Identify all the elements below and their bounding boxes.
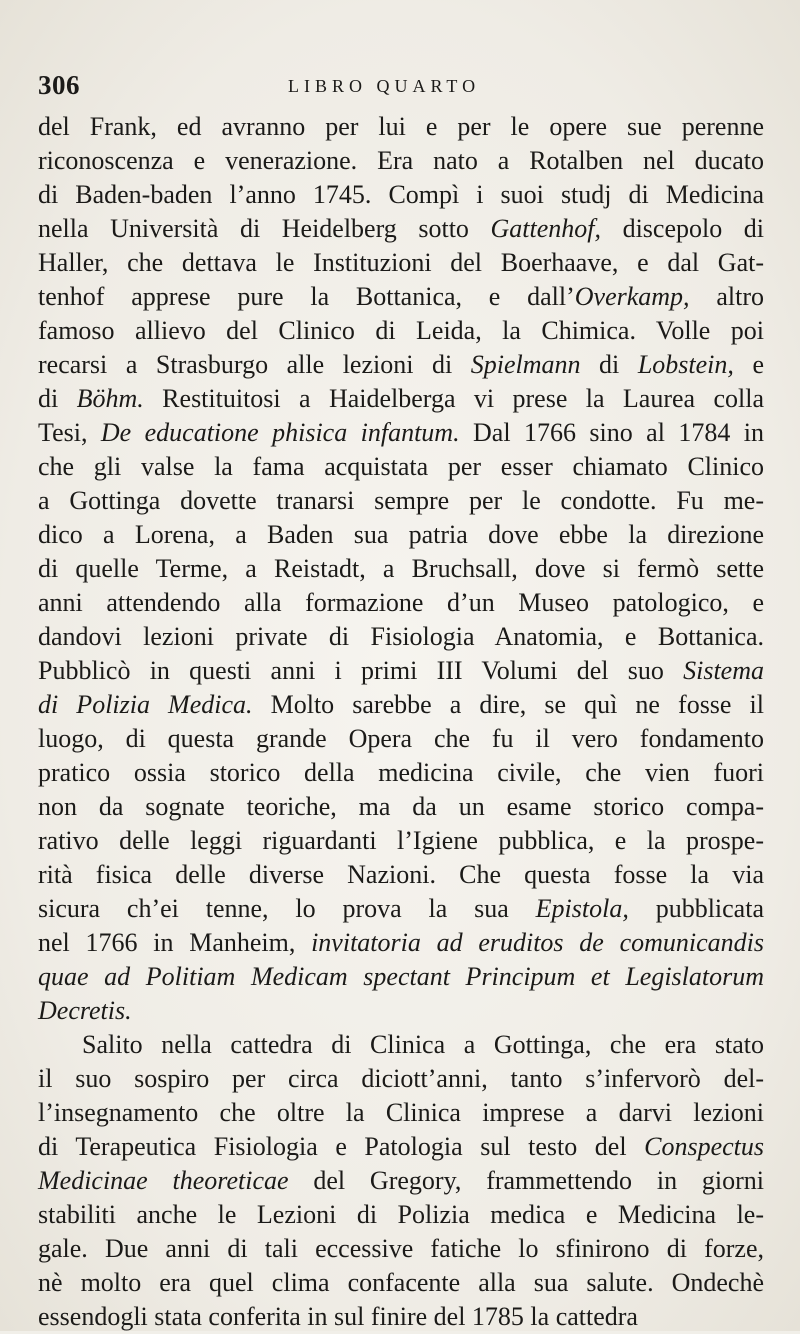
text-span: Dal 1766 sino al 1784 in: [459, 418, 765, 447]
italic-text: Epistola,: [535, 894, 629, 923]
text-span: tenhof apprese pure la Bottanica, e dall’: [38, 282, 575, 311]
text-line: [38, 790, 764, 824]
text-span: del Gregory, frammettendo in giorni: [288, 1166, 764, 1195]
body-text: [38, 110, 764, 1334]
text-span: dandovi lezioni private di Fisiologia Anatomia, e Bottanica.: [38, 622, 764, 651]
text-line: [38, 178, 764, 212]
italic-text: Gattenhof,: [490, 214, 601, 243]
text-line: [38, 586, 764, 620]
text-span: di: [38, 384, 77, 413]
text-span: famoso allievo del Clinico di Leida, la Chimica. Volle poi: [38, 316, 764, 345]
text-span: a Gottinga dovette tranarsi sempre per le condotte. Fu me-: [38, 486, 764, 515]
italic-text: Decretis.: [38, 996, 132, 1025]
text-span: nè molto era quel clima confacente alla sua salute. Ondechè: [38, 1268, 764, 1297]
text-line: [38, 1198, 764, 1232]
text-line: [38, 1096, 764, 1130]
text-line: [38, 246, 764, 280]
text-span: nella Università di Heidelberg sotto: [38, 214, 491, 243]
text-line: [38, 144, 764, 178]
text-span: altro: [689, 282, 764, 311]
text-line: [38, 926, 764, 960]
page-header: [38, 70, 768, 104]
text-line: [38, 1130, 764, 1164]
italic-text: Lobstein,: [637, 350, 734, 379]
text-line: [38, 1164, 764, 1198]
text-span: nel 1766 in Manheim,: [38, 928, 312, 957]
text-line: [38, 110, 764, 144]
text-span: Molto sarebbe a dire, se quì ne fosse il: [252, 690, 765, 719]
text-line: [38, 348, 764, 382]
text-span: del Frank, ed avranno per lui e per le opere sue perenne: [38, 112, 764, 141]
page-number: 306: [38, 70, 80, 100]
text-span: Restituitosi a Haidelberga vi prese la Laurea colla: [143, 384, 764, 413]
text-span: Haller, che dettava le Instituzioni del Boerhaave, e dal Gat-: [38, 248, 764, 277]
text-line: [38, 756, 764, 790]
text-line: [38, 994, 764, 1028]
text-span: di Terapeutica Fisiologia e Patologia sul testo del: [38, 1132, 645, 1161]
text-span: sicura ch’ei tenne, lo prova la sua: [38, 894, 536, 923]
text-line: [38, 1232, 764, 1266]
text-line: [38, 484, 764, 518]
paragraph-1: [38, 110, 764, 1028]
italic-text: Conspectus: [644, 1132, 764, 1161]
italic-text: invitatoria ad eruditos de comunicandis: [311, 928, 764, 957]
italic-text: quae ad Politiam Medicam spectant Principum et Legislatorum: [38, 962, 764, 991]
text-line: [38, 1300, 764, 1334]
italic-text: Böhm.: [76, 384, 144, 413]
text-span: rativo delle leggi riguardanti l’Igiene pubblica, e la prospe-: [38, 826, 764, 855]
text-line: [38, 688, 764, 722]
italic-text: Overkamp,: [574, 282, 690, 311]
text-span: l’insegnamento che oltre la Clinica imprese a darvi lezioni: [38, 1098, 764, 1127]
text-span: il suo sospiro per circa diciott’anni, tanto s’infervorò del-: [38, 1064, 764, 1093]
text-line: [38, 1028, 764, 1062]
text-line: [38, 1266, 764, 1300]
text-line: [38, 722, 764, 756]
text-span: Tesi,: [38, 418, 101, 447]
text-span: luogo, di questa grande Opera che fu il vero fondamento: [38, 724, 764, 753]
text-span: di quelle Terme, a Reistadt, a Bruchsall, dove si fermò sette: [38, 554, 764, 583]
running-head: LIBRO QUARTO: [288, 76, 481, 96]
text-line: [38, 892, 764, 926]
paragraph-2: [38, 1028, 764, 1334]
text-span: che gli valse la fama acquistata per esser chiamato Clinico: [38, 452, 764, 481]
text-span: di Baden-baden l’anno 1745. Compì i suoi studj di Medicina: [38, 180, 764, 209]
text-span: discepolo di: [601, 214, 765, 243]
text-line: [38, 620, 764, 654]
text-line: [38, 858, 764, 892]
text-line: [38, 450, 764, 484]
text-line: [38, 416, 764, 450]
text-span: Pubblicò in questi anni i primi III Volumi del suo: [38, 656, 684, 685]
text-span: essendogli stata conferita in sul finire del 1785 la cattedra: [38, 1302, 638, 1331]
text-span: di: [580, 350, 638, 379]
text-line: [38, 960, 764, 994]
text-span: riconoscenza e venerazione. Era nato a Rotalben nel ducato: [38, 146, 764, 175]
text-span: Salito nella cattedra di Clinica a Gottinga, che era stato: [82, 1030, 764, 1059]
text-line: [38, 518, 764, 552]
text-span: pratico ossia storico della medicina civile, che vien fuori: [38, 758, 764, 787]
text-span: recarsi a Strasburgo alle lezioni di: [38, 350, 471, 379]
text-span: anni attendendo alla formazione d’un Museo patologico, e: [38, 588, 764, 617]
text-span: non da sognate teoriche, ma da un esame storico compa-: [38, 792, 764, 821]
italic-text: De educatione phisica infantum.: [100, 418, 460, 447]
text-span: e: [733, 350, 764, 379]
text-span: gale. Due anni di tali eccessive fatiche lo sfinirono di forze,: [38, 1234, 764, 1263]
text-line: [38, 382, 764, 416]
italic-text: Sistema: [683, 656, 764, 685]
text-span: dico a Lorena, a Baden sua patria dove ebbe la direzione: [38, 520, 764, 549]
text-span: stabiliti anche le Lezioni di Polizia medica e Medicina le-: [38, 1200, 764, 1229]
text-span: pubblicata: [628, 894, 764, 923]
text-span: rità fisica delle diverse Nazioni. Che questa fosse la via: [38, 860, 764, 889]
text-line: [38, 552, 764, 586]
text-line: [38, 654, 764, 688]
text-line: [38, 314, 764, 348]
text-line: [38, 212, 764, 246]
text-line: [38, 824, 764, 858]
text-line: [38, 1062, 764, 1096]
text-line: [38, 280, 764, 314]
italic-text: Medicinae theoreticae: [38, 1166, 289, 1195]
italic-text: Spielmann: [470, 350, 581, 379]
italic-text: di Polizia Medica.: [38, 690, 253, 719]
